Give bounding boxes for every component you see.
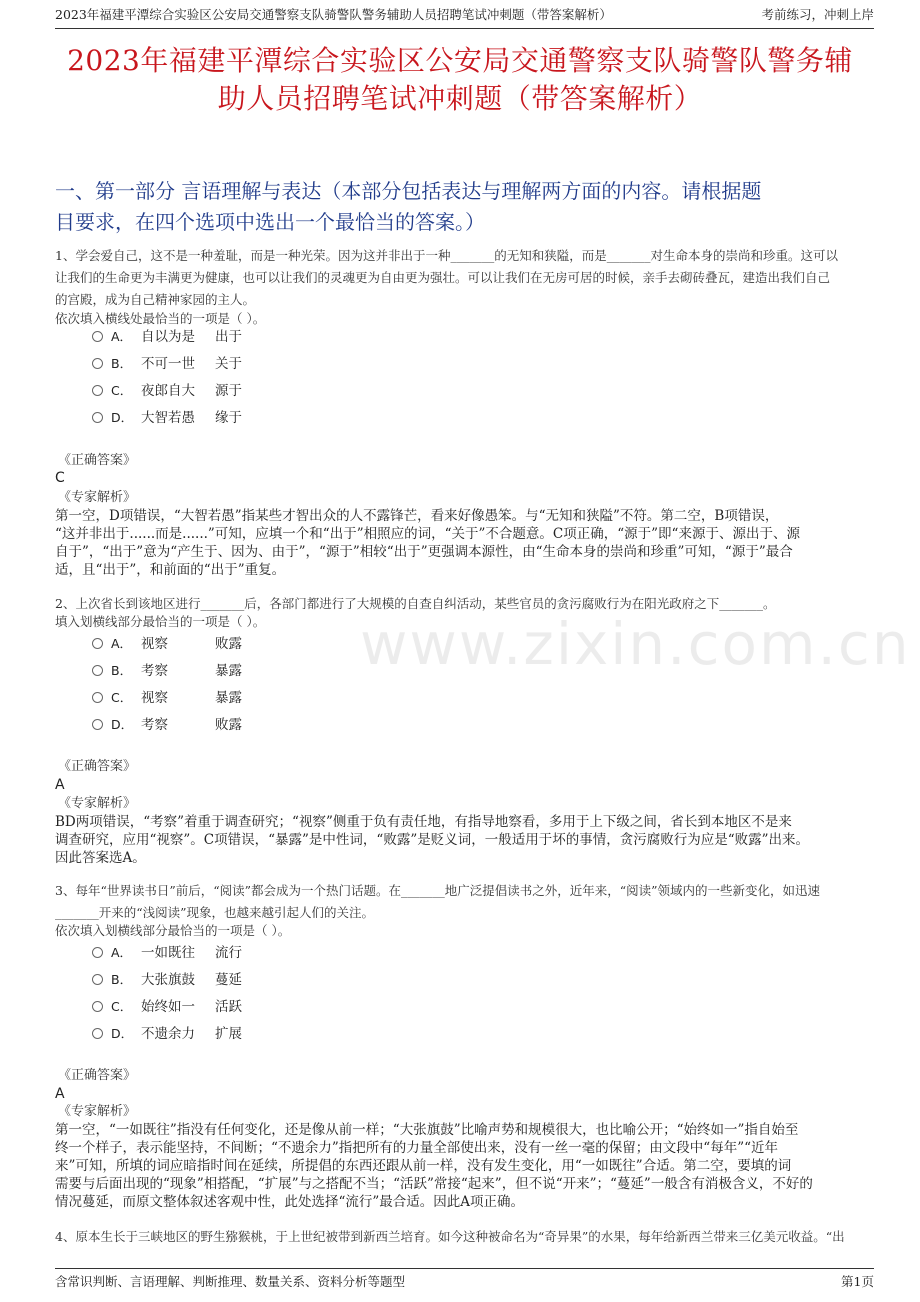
radio-icon[interactable] bbox=[92, 331, 103, 342]
section-heading bbox=[55, 176, 870, 238]
watermark: www.zixin.com.cn bbox=[360, 610, 911, 678]
radio-icon[interactable] bbox=[92, 974, 103, 985]
question-stem bbox=[55, 880, 872, 942]
option-item[interactable]: C． 始终如一 活跃 bbox=[92, 997, 242, 1017]
stem-line: 让我们的生命更为丰满更为健康，也可以让我们的灵魂更为自由更为强壮。可以让我们在无房可居的时候，亲手去砌砖叠瓦，建造出我们自己 bbox=[55, 270, 831, 285]
title-line: 2023年福建平潭综合实验区公安局交通警察支队骑警队警务辅 bbox=[67, 44, 853, 77]
option-item[interactable]: C． 视察 暴露 bbox=[92, 688, 242, 708]
radio-icon[interactable] bbox=[92, 947, 103, 958]
header-slogan: 考前练习，冲刺上岸 bbox=[761, 7, 874, 22]
option-item[interactable]: A． 视察 败露 bbox=[92, 634, 242, 654]
radio-icon[interactable] bbox=[92, 665, 103, 676]
analysis-text: 第一空，“一如既往”指没有任何变化，还是像从前一样；“大张旗鼓”比喻声势和规模很大，也比喻公开；“始终如一”指自始至 终一个样子，表示能坚持，不间断；“不遗余力”指把所有的力量全部使出来，没有一丝一毫的保留；由文段中“每年”“近年 来”可知，所填的词应暗指时间在延续，所提倡的东西还跟从前一样，没有发生变化，用“一如既往”合适。第二空，要填的词 需要与后面出现的“现象”相搭配，“扩展”与之搭配不当；“活跃”常接“起来”，但不说“开来”；“蔓延”一般含有消极含义，不好的 情况蔓延，而原文整体叙述客观中性，此处选择“流行”最合适。因此A项正确。 bbox=[55, 1122, 813, 1210]
stem-line: 依次填入划横线部分最恰当的一项是（ ）。 bbox=[55, 923, 291, 938]
question-stem bbox=[55, 245, 872, 330]
question-stem bbox=[55, 593, 872, 633]
document-title bbox=[40, 42, 880, 118]
question-stem bbox=[55, 1226, 872, 1248]
analysis-text: 第一空，D项错误，“大智若愚”指某些才智出众的人不露锋芒，看来好像愚笨。与“无知和狭隘”不符。第二空，B项错误， “这并非出于......而是......”可知，应填一个和“出于”相照应的词，“关于”不合题意。C项正确，“源于”即“来源于、源出于、源 自于”，“出于”意为“产生于、因为、由于”，“源于”相较“出于”更强调本源性，由“生命本身的崇尚和珍重”可知，“源于”最合 适，且“出于”，和前面的“出于”重复。 bbox=[55, 508, 800, 578]
option-item[interactable]: D． 考察 败露 bbox=[92, 715, 242, 735]
stem-line: 3、每年“世界读书日”前后，“阅读”都会成为一个热门话题。在_______地广泛提倡读书之外，近年来，“阅读”领域内的一些新变化，如迅速 bbox=[55, 883, 821, 898]
stem-line: _______开来的“浅阅读”现象，也越来越引起人们的关注。 bbox=[55, 905, 375, 920]
stem-line: 的宫殿，成为自己精神家园的主人。 bbox=[55, 292, 256, 307]
option-item[interactable]: A． 自以为是 出于 bbox=[92, 327, 242, 347]
stem-line: 依次填入横线处最恰当的一项是（ ）。 bbox=[55, 311, 266, 326]
section-line: 目要求，在四个选项中选出一个最恰当的答案。） bbox=[55, 210, 485, 234]
section-line: 一、第一部分 言语理解与表达（本部分包括表达与理解两方面的内容。请根据题 bbox=[55, 179, 762, 203]
radio-icon[interactable] bbox=[92, 385, 103, 396]
answer-label: 《正确答案》 bbox=[58, 759, 137, 774]
radio-icon[interactable] bbox=[92, 1001, 103, 1012]
analysis-label: 《专家解析》 bbox=[58, 796, 137, 811]
footer-note: 含常识判断、言语理解、判断推理、数量关系、资料分析等题型 bbox=[55, 1274, 406, 1289]
answer-value: A bbox=[55, 777, 65, 793]
answer-value: A bbox=[55, 1086, 65, 1102]
answer-label: 《正确答案》 bbox=[58, 453, 137, 468]
analysis-label: 《专家解析》 bbox=[58, 490, 137, 505]
option-item[interactable]: D． 大智若愚 缘于 bbox=[92, 408, 242, 428]
stem-line: 4、原本生长于三峡地区的野生猕猴桃，于上世纪被带到新西兰培育。如今这种被命名为“奇异果”的水果，每年给新西兰带来三亿美元收益。“出 bbox=[55, 1229, 845, 1244]
answer-label: 《正确答案》 bbox=[58, 1068, 137, 1083]
title-line: 助人员招聘笔试冲刺题（带答案解析） bbox=[217, 82, 703, 115]
header-doc-title: 2023年福建平潭综合实验区公安局交通警察支队骑警队警务辅助人员招聘笔试冲刺题（带答案解析） bbox=[55, 7, 612, 22]
analysis-label: 《专家解析》 bbox=[58, 1104, 137, 1119]
radio-icon[interactable] bbox=[92, 412, 103, 423]
stem-line: 2、上次省长到该地区进行_______后，各部门都进行了大规模的自查自纠活动，某些官员的贪污腐败行为在阳光政府之下_______。 bbox=[55, 596, 776, 611]
radio-icon[interactable] bbox=[92, 1028, 103, 1039]
radio-icon[interactable] bbox=[92, 638, 103, 649]
stem-line: 1、学会爱自己，这不是一种羞耻，而是一种光荣。因为这并非出于一种_______的无知和狭隘，而是_______对生命本身的崇尚和珍重。这可以 bbox=[55, 248, 838, 263]
option-item[interactable]: D． 不遗余力 扩展 bbox=[92, 1024, 242, 1044]
analysis-text: BD两项错误，“考察”着重于调查研究；“视察”侧重于负有责任地，有指导地察看，多用于上下级之间，省长到本地区不是来 调查研究，应用“视察”。C项错误，“暴露”是中性词，“败露”是贬义词，一般适用于坏的事情，贪污腐败行为应是“败露”出来。 因此答案选A。 bbox=[55, 814, 810, 866]
option-item[interactable]: B． 大张旗鼓 蔓延 bbox=[92, 970, 242, 990]
option-item[interactable]: B． 不可一世 关于 bbox=[92, 354, 242, 374]
option-item[interactable]: B． 考察 暴露 bbox=[92, 661, 242, 681]
page-number: 第1页 bbox=[841, 1274, 874, 1289]
radio-icon[interactable] bbox=[92, 719, 103, 730]
answer-value: C bbox=[55, 470, 65, 486]
page-header bbox=[55, 0, 874, 29]
radio-icon[interactable] bbox=[92, 358, 103, 369]
stem-line: 填入划横线部分最恰当的一项是（ ）。 bbox=[55, 614, 266, 629]
page-footer bbox=[55, 1268, 874, 1295]
option-item[interactable]: A． 一如既往 流行 bbox=[92, 943, 242, 963]
option-item[interactable]: C． 夜郎自大 源于 bbox=[92, 381, 242, 401]
radio-icon[interactable] bbox=[92, 692, 103, 703]
